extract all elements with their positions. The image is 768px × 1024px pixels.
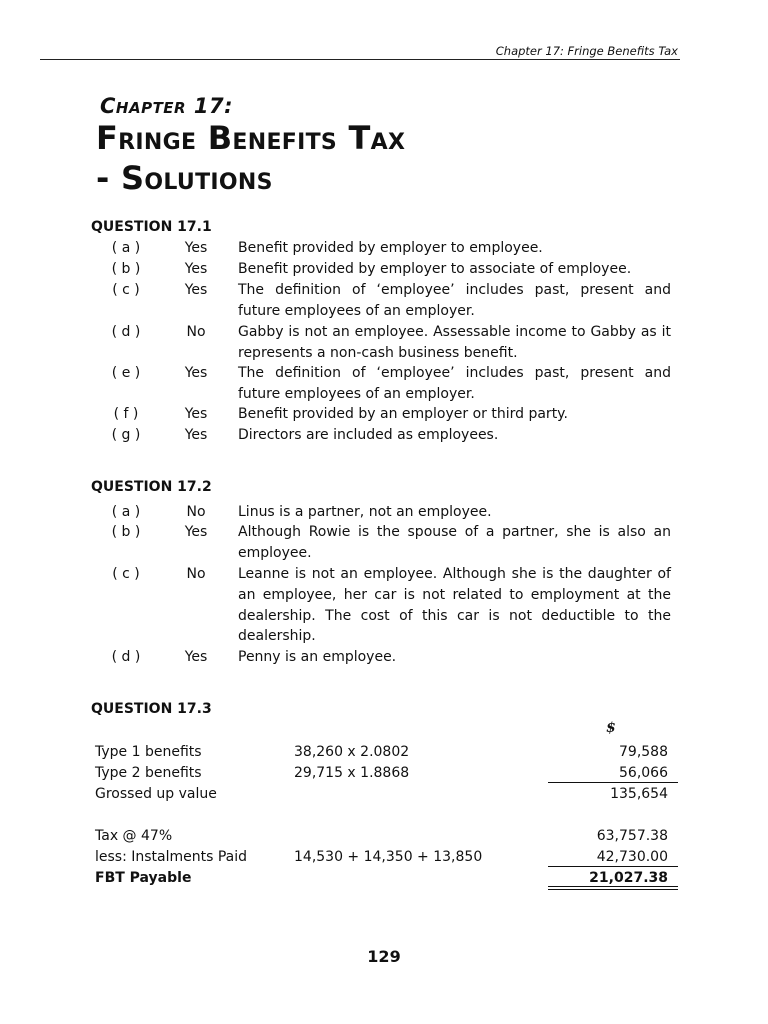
item-letter: ( b ) xyxy=(111,524,141,540)
item-answer: Yes xyxy=(184,406,208,422)
item-answer: No xyxy=(186,324,206,340)
item-answer: Yes xyxy=(184,427,208,443)
subtotal-rule xyxy=(548,866,678,867)
item-explanation: Penny is an employee. xyxy=(238,649,397,665)
calculation-amount: 135,654 xyxy=(610,786,668,802)
item-explanation: Gabby is not an employee. Assessable income to Gabby as it represents a non-cash business benefit. xyxy=(238,324,671,361)
page-number: 129 xyxy=(367,947,401,966)
item-answer: Yes xyxy=(184,261,208,277)
item-letter: ( g ) xyxy=(111,427,141,443)
calculation-amount: 79,588 xyxy=(619,744,668,760)
item-explanation: Directors are included as employees. xyxy=(238,427,499,443)
item-explanation: Benefit provided by employer to employee. xyxy=(238,240,543,256)
chapter-title xyxy=(96,118,405,198)
item-answer: Yes xyxy=(184,524,208,540)
calculation-row xyxy=(0,742,768,763)
chapter-title-line-2: - Solutions xyxy=(96,159,273,197)
item-answer: No xyxy=(186,504,206,520)
calculation-formula: 38,260 x 2.0802 xyxy=(294,744,410,760)
item-letter: ( d ) xyxy=(111,649,141,665)
item-letter: ( a ) xyxy=(111,240,141,256)
currency-symbol: $ xyxy=(606,720,616,736)
item-answer: Yes xyxy=(184,649,208,665)
calculation-row xyxy=(0,784,768,805)
calculation-label: less: Instalments Paid xyxy=(95,849,248,865)
item-explanation: Linus is a partner, not an employee. xyxy=(238,504,492,520)
item-letter: ( f ) xyxy=(113,406,139,422)
item-explanation: Benefit provided by an employer or third party. xyxy=(238,406,568,422)
calculation-formula: 29,715 x 1.8868 xyxy=(294,765,410,781)
calculation-amount: 42,730.00 xyxy=(596,849,668,865)
calculation-amount: 63,757.38 xyxy=(596,828,668,844)
item-letter: ( c ) xyxy=(112,566,140,582)
item-explanation: Benefit provided by employer to associate of employee. xyxy=(238,261,632,277)
item-explanation: The definition of ‘employee’ includes past, present and future employees of an employer. xyxy=(238,282,671,319)
item-explanation: Although Rowie is the spouse of a partner, she is also an employee. xyxy=(238,524,671,561)
calculation-amount: 21,027.38 xyxy=(589,870,668,886)
item-explanation: The definition of ‘employee’ includes past, present and future employees of an employer. xyxy=(238,365,671,402)
calculation-row xyxy=(0,847,768,868)
calculation-label: Type 2 benefits xyxy=(95,765,202,781)
item-letter: ( a ) xyxy=(111,504,141,520)
item-answer: No xyxy=(186,566,206,582)
item-answer: Yes xyxy=(184,282,208,298)
item-letter: ( b ) xyxy=(111,261,141,277)
calculation-label: FBT Payable xyxy=(95,870,192,886)
item-explanation: Leanne is not an employee. Although she is the daughter of an employee, her car is not related to employment at the dealership. The cost of this car is not deductible to the dealership. xyxy=(238,566,671,645)
calculation-amount: 56,066 xyxy=(619,765,668,781)
calculation-label: Type 1 benefits xyxy=(95,744,202,760)
running-header: Chapter 17: Fringe Benefits Tax xyxy=(495,44,678,58)
double-rule-top xyxy=(548,886,678,887)
item-letter: ( e ) xyxy=(111,365,141,381)
calculation-formula: 14,530 + 14,350 + 13,850 xyxy=(294,849,483,865)
calculation-row xyxy=(0,763,768,784)
question-17-2-heading: QUESTION 17.2 xyxy=(91,479,212,495)
item-letter: ( c ) xyxy=(112,282,140,298)
calculation-row xyxy=(0,826,768,847)
chapter-title-line-1: Fringe Benefits Tax xyxy=(96,119,406,157)
item-letter: ( d ) xyxy=(111,324,141,340)
calculation-label: Grossed up value xyxy=(95,786,217,802)
chapter-label: Chapter 17: xyxy=(100,94,234,118)
double-rule-bottom xyxy=(548,889,678,890)
header-rule xyxy=(40,59,680,60)
calculation-label: Tax @ 47% xyxy=(95,828,173,844)
question-17-1-heading: QUESTION 17.1 xyxy=(91,219,212,235)
item-answer: Yes xyxy=(184,365,208,381)
question-17-3-heading: QUESTION 17.3 xyxy=(91,701,212,717)
item-answer: Yes xyxy=(184,240,208,256)
subtotal-rule xyxy=(548,782,678,783)
